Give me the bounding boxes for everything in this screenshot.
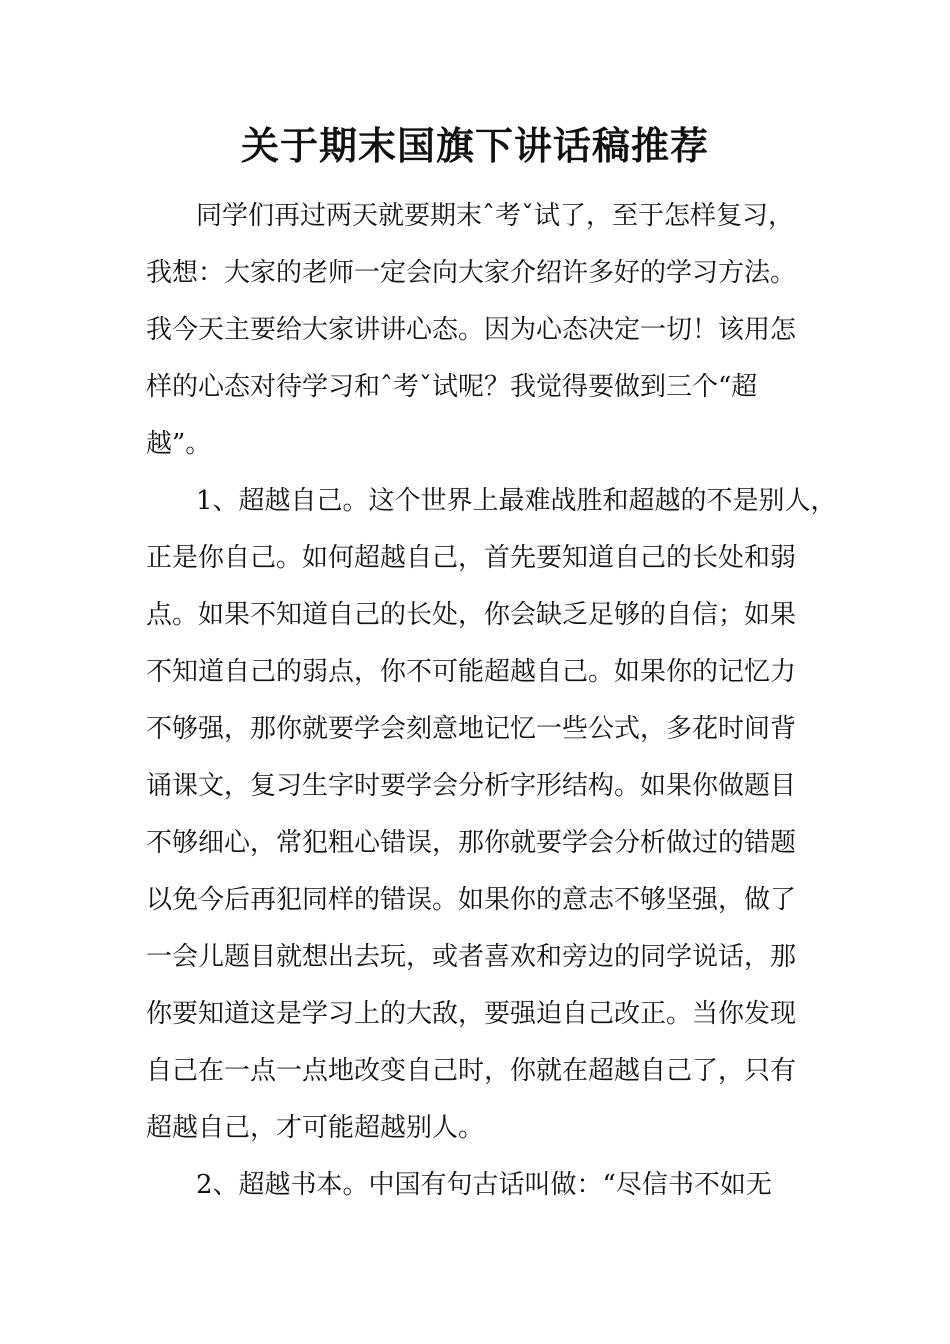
text-line: 越”。 [146, 429, 212, 459]
text-line: 自己在一点一点地改变自己时，你就在超越自己了，只有 [146, 1056, 797, 1086]
text-line: 不够强，那你就要学会刻意地记忆一些公式，多花时间背 [146, 714, 797, 744]
text-line: 超越自己，才可能超越别人。 [146, 1113, 485, 1143]
text-line: 同学们再过两天就要期末ˆ考ˇ试了，至于怎样复习， [196, 201, 795, 231]
text-line: 正是你自己。如何超越自己，首先要知道自己的长处和弱 [146, 543, 797, 573]
text-line: 1、超越自己。这个世界上最难战胜和超越的不是别人， [196, 486, 837, 516]
text-line: 不够细心，常犯粗心错误，那你就要学会分析做过的错题 [146, 828, 797, 858]
text-line: 一会儿题目就想出去玩，或者喜欢和旁边的同学说话，那 [146, 942, 797, 972]
text-line: 你要知道这是学习上的大敌，要强迫自己改正。当你发现 [146, 999, 797, 1029]
text-line: 点。如果不知道自己的长处，你会缺乏足够的自信；如果 [146, 600, 797, 630]
text-line: 样的心态对待学习和ˆ考ˇ试呢？我觉得要做到三个“超 [146, 372, 758, 402]
text-line: 我想：大家的老师一定会向大家介绍许多好的学习方法。 [146, 258, 797, 288]
text-line: 不知道自己的弱点，你不可能超越自己。如果你的记忆力 [146, 657, 797, 687]
text-line: 诵课文，复习生字时要学会分析字形结构。如果你做题目 [146, 771, 797, 801]
text-line: 我今天主要给大家讲讲心态。因为心态决定一切！该用怎 [146, 315, 797, 345]
document-title: 关于期末国旗下讲话稿推荐 [240, 124, 709, 168]
text-line: 以免今后再犯同样的错误。如果你的意志不够坚强，做了 [146, 885, 797, 915]
text-line: 2、超越书本。中国有句古话叫做：“尽信书不如无 [196, 1170, 772, 1200]
